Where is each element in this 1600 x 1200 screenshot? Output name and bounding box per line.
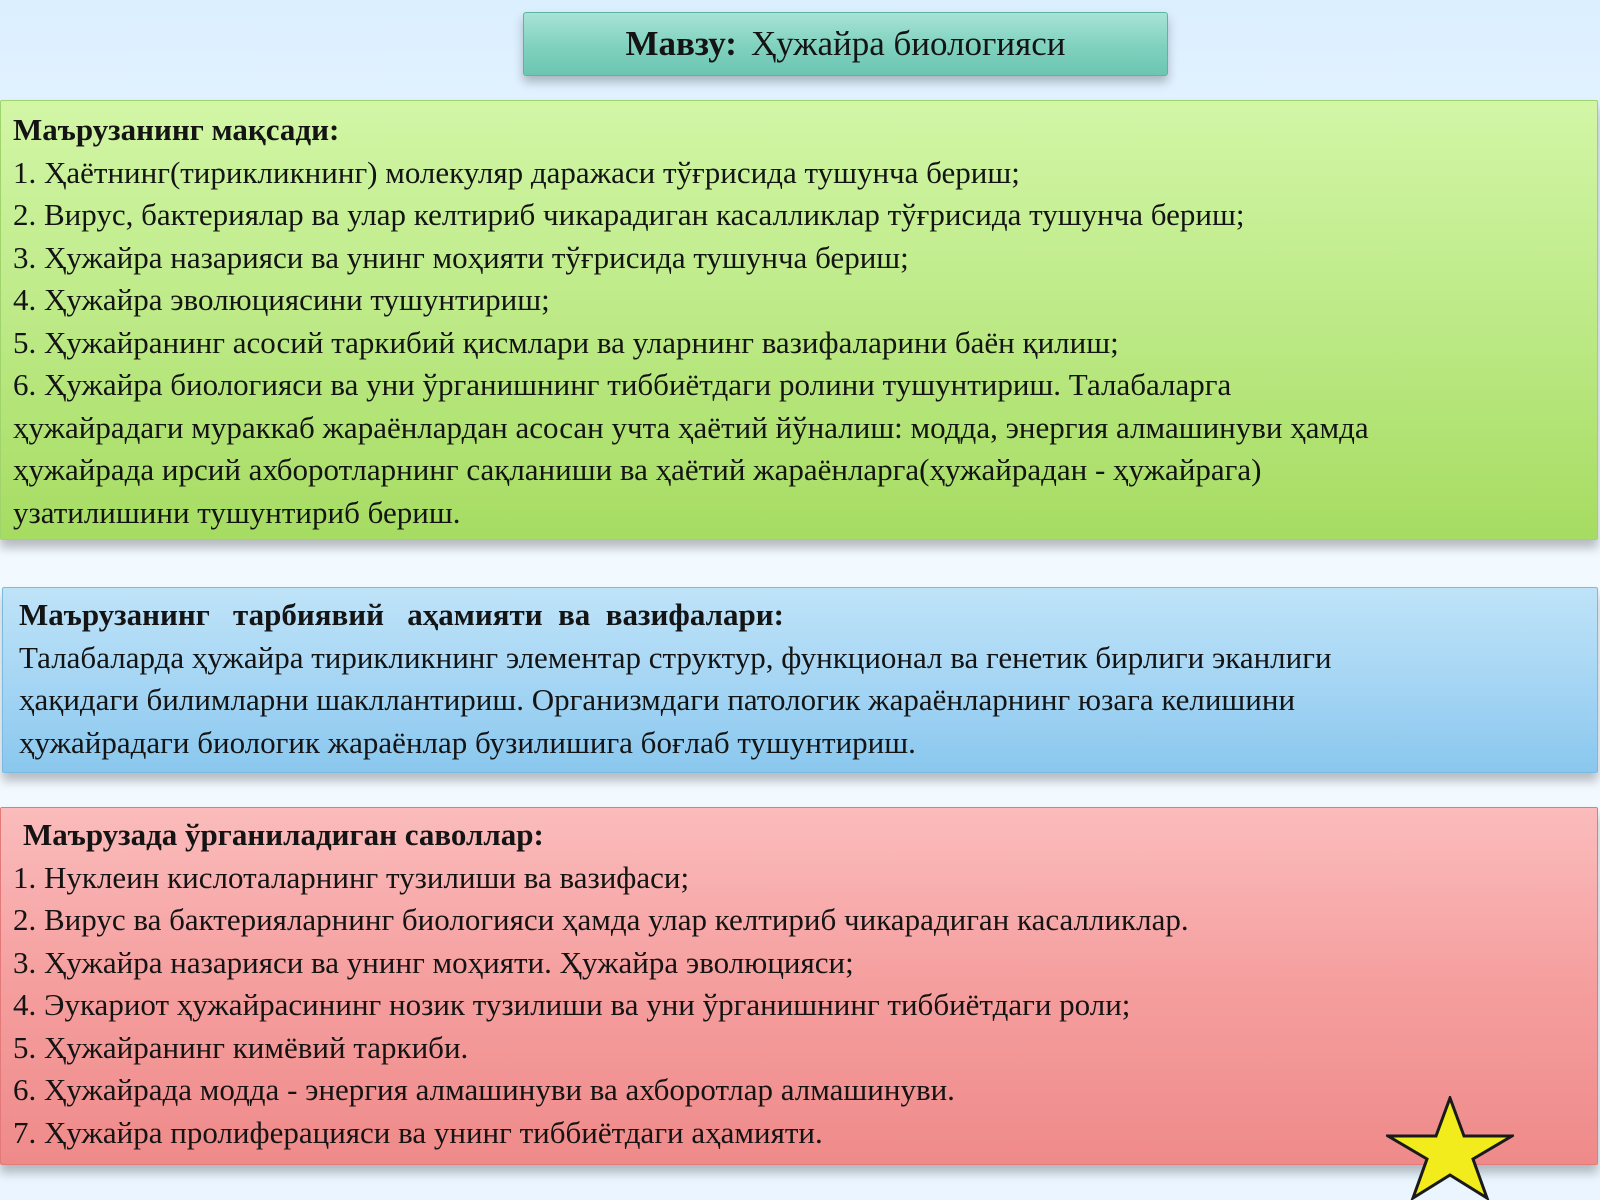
goals-heading: Маърузанинг мақсади: (13, 112, 340, 147)
goals-line: 4. Ҳужайра эволюциясини тушунтириш; (13, 282, 550, 317)
star-icon (1386, 1096, 1514, 1200)
questions-heading: Маърузада ўрганиладиган саволлар: (23, 817, 544, 852)
title-text: Ҳужайра биологияси (750, 24, 1066, 63)
questions-panel (0, 807, 1598, 1165)
upbringing-heading: Маърузанинг тарбиявий аҳамияти ва вазифалари: (19, 597, 784, 632)
goals-line: 2. Вирус, бактериялар ва улар келтириб чикарадиган касалликлар тўғрисида тушунча бериш; (13, 197, 1245, 232)
title-label: Мавзу: (625, 24, 737, 63)
goals-line: ҳужайрада ирсий ахборотларнинг сақланиши ва ҳаётий жараёнларга(ҳужайрадан - ҳужайрага) (13, 452, 1262, 487)
upbringing-line: Талабаларда ҳужайра тирикликнинг элементар структур, функционал ва генетик бирлиги эканлиги (19, 639, 1332, 675)
questions-line: 1. Нуклеин кислоталарнинг тузилиши ва вазифаси; (13, 859, 690, 895)
questions-line: 7. Ҳужайра пролиферацияси ва унинг тиббиётдаги аҳамияти. (13, 1114, 823, 1150)
slide-title (523, 12, 1168, 76)
questions-line: 3. Ҳужайра назарияси ва унинг моҳияти. Ҳужайра эволюцияси; (13, 944, 854, 980)
star-shape (1388, 1098, 1512, 1198)
upbringing-panel (2, 587, 1598, 773)
goals-line: 6. Ҳужайра биологияси ва уни ўрганишнинг тиббиётдаги ролини тушунтириш. Талабаларга (13, 367, 1232, 402)
goals-line: узатилишини тушунтириб бериш. (13, 494, 461, 530)
goals-line: 3. Ҳужайра назарияси ва унинг моҳияти тўғрисида тушунча бериш; (13, 239, 909, 275)
questions-line: 4. Эукариот ҳужайрасининг нозик тузилиши ва уни ўрганишнинг тиббиётдаги роли; (13, 987, 1131, 1022)
upbringing-line: ҳақидаги билимларни шакллантириш. Организмдаги патологик жараёнларнинг юзага келишини (19, 682, 1296, 717)
questions-line: 5. Ҳужайранинг кимёвий таркиби. (13, 1029, 469, 1065)
upbringing-line: ҳужайрадаги биологик жараёнлар бузилишига боғлаб тушунтириш. (19, 724, 916, 760)
goals-panel (0, 100, 1598, 540)
goals-line: ҳужайрадаги мураккаб жараёнлардан асосан учта ҳаётий йўналиш: модда, энергия алмашинуви ҳамда (13, 409, 1369, 445)
goals-line: 1. Ҳаётнинг(тирикликнинг) молекуляр даражаси тўғрисида тушунча бериш; (13, 154, 1020, 190)
questions-line: 2. Вирус ва бактерияларнинг биологияси ҳамда улар келтириб чикарадиган касалликлар. (13, 902, 1189, 937)
goals-line: 5. Ҳужайранинг асосий таркибий қисмлари ва уларнинг вазифаларини баён қилиш; (13, 324, 1119, 360)
questions-line: 6. Ҳужайрада модда - энергия алмашинуви ва ахборотлар алмашинуви. (13, 1072, 955, 1107)
